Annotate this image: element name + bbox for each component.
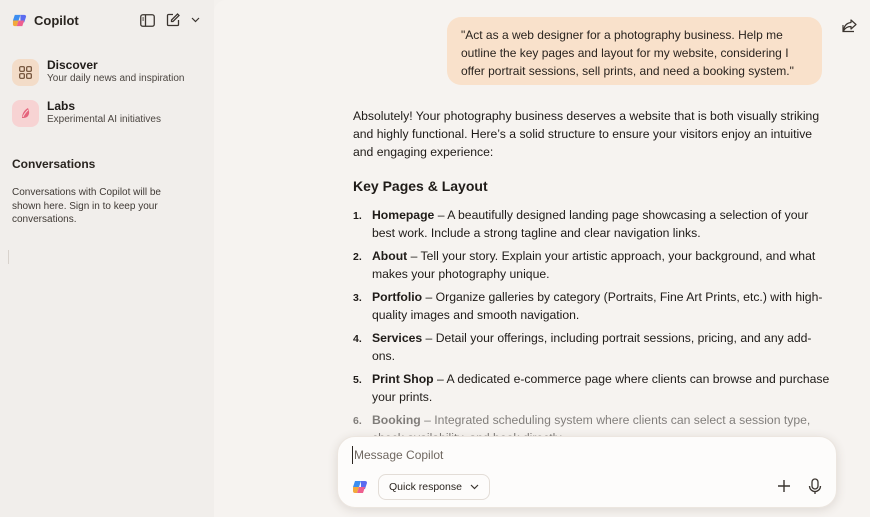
list-item-desc: – Integrated scheduling system where clients can select a session type, bbox=[424, 413, 811, 427]
assistant-response bbox=[353, 107, 831, 452]
microphone-icon bbox=[808, 478, 822, 495]
user-message-bubble: "Act as a web designer for a photography business. Help me outline the key pages and layout for my website, considering I offer portrait sessions, sell prints, and need a booking system." bbox=[447, 17, 822, 85]
compose-icon bbox=[166, 13, 180, 27]
chevron-down-icon bbox=[470, 484, 479, 490]
sidebar-item-subtitle: Experimental AI initiatives bbox=[47, 114, 161, 125]
list-number: 5. bbox=[353, 374, 362, 386]
list-item-text bbox=[372, 247, 831, 283]
app-title: Copilot bbox=[34, 12, 79, 28]
list-item-title: Portfolio bbox=[372, 290, 423, 304]
list-number: 2. bbox=[353, 251, 362, 263]
list-number: 6. bbox=[353, 415, 362, 427]
discover-icon bbox=[12, 59, 39, 86]
chevron-down-icon bbox=[191, 17, 200, 23]
list-number: 1. bbox=[353, 210, 362, 222]
microphone-button[interactable] bbox=[808, 478, 826, 496]
conversations-heading: Conversations bbox=[12, 157, 96, 171]
labs-flask-icon bbox=[12, 100, 39, 127]
sidebar-resize-handle[interactable] bbox=[8, 250, 9, 264]
list-item-title: Print Shop bbox=[372, 372, 434, 386]
brand-row bbox=[12, 10, 200, 30]
discover-text bbox=[47, 59, 185, 85]
response-intro: Absolutely! Your photography business deserves a website that is both visually striking and highly functional. Here’s a solid structure to ensure your visitors enjoy an intuitive and engaging experience: bbox=[353, 109, 820, 159]
new-chat-options-button[interactable] bbox=[190, 11, 200, 29]
copilot-logo-icon bbox=[352, 479, 368, 495]
sidebar-panel-icon bbox=[140, 14, 155, 27]
sidebar-tools bbox=[138, 11, 200, 29]
chat-area bbox=[214, 0, 870, 517]
list-item-desc: – Organize galleries by category (Portraits, Fine Art Prints, etc.) with high-quality images and smooth navigation. bbox=[372, 290, 823, 322]
toggle-sidebar-button[interactable] bbox=[138, 11, 156, 29]
add-attachment-button[interactable] bbox=[776, 478, 794, 496]
message-composer bbox=[337, 436, 837, 508]
list-item-desc: – Tell your story. Explain your artistic approach, your background, and what makes your photography unique. bbox=[372, 249, 816, 281]
list-number: 3. bbox=[353, 292, 362, 304]
list-item bbox=[353, 247, 831, 283]
response-mode-label: Quick response bbox=[389, 481, 462, 493]
list-item bbox=[353, 206, 831, 242]
list-item bbox=[353, 370, 831, 406]
list-item bbox=[353, 288, 831, 324]
list-number: 4. bbox=[353, 333, 362, 345]
sidebar-item-title: Labs bbox=[47, 99, 76, 113]
response-section-title: Key Pages & Layout bbox=[353, 178, 488, 194]
list-item-title: Services bbox=[372, 331, 423, 345]
response-mode-dropdown[interactable] bbox=[378, 474, 490, 500]
share-button[interactable] bbox=[842, 19, 860, 37]
sidebar-item-subtitle: Your daily news and inspiration bbox=[47, 73, 185, 84]
sidebar-item-title: Discover bbox=[47, 58, 98, 72]
copilot-logo-icon bbox=[12, 13, 27, 28]
list-item-desc: – Detail your offerings, including portrait sessions, pricing, and any add-ons. bbox=[372, 331, 812, 363]
new-chat-button[interactable] bbox=[164, 11, 182, 29]
sidebar bbox=[0, 0, 214, 517]
list-item-desc: – A dedicated e-commerce page where clients can browse and purchase your prints. bbox=[372, 372, 830, 404]
list-item bbox=[353, 329, 831, 365]
list-item-title: Homepage bbox=[372, 208, 435, 222]
share-icon bbox=[842, 19, 857, 33]
key-pages-list bbox=[353, 206, 831, 447]
plus-icon bbox=[776, 478, 792, 494]
labs-text bbox=[47, 100, 161, 126]
list-item-title: About bbox=[372, 249, 408, 263]
list-item-text bbox=[372, 329, 831, 365]
list-item-text bbox=[372, 370, 831, 406]
sidebar-item-discover[interactable] bbox=[12, 58, 202, 86]
list-item-title: Booking bbox=[372, 413, 421, 427]
sidebar-item-labs[interactable] bbox=[12, 99, 202, 127]
message-input[interactable] bbox=[352, 446, 812, 464]
list-item-text bbox=[372, 206, 831, 242]
list-item-text bbox=[372, 288, 831, 324]
conversations-empty-text: Conversations with Copilot will be shown here. Sign in to keep your conversations. bbox=[12, 187, 161, 225]
list-item-desc: – A beautifully designed landing page showcasing a selection of your best work. Include a strong tagline and clear navigation links. bbox=[372, 208, 809, 240]
